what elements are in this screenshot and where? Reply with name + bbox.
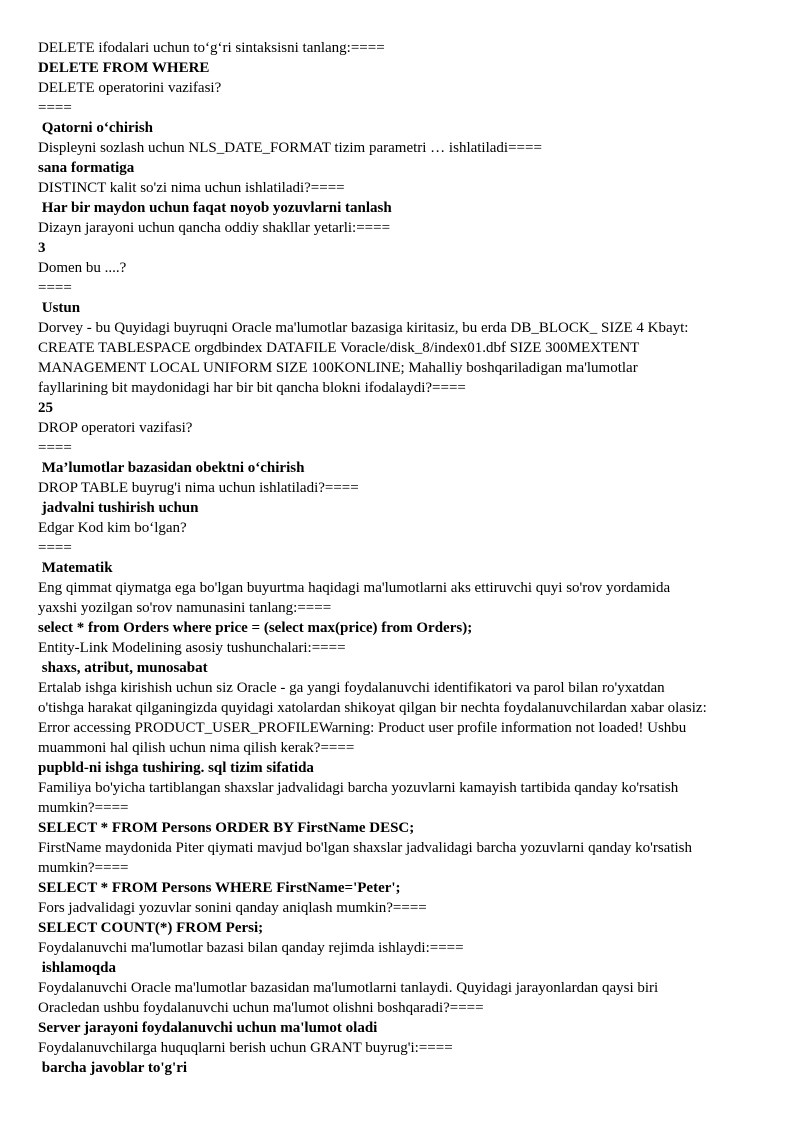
answer-line: Qatorni o‘chirish [38,120,153,136]
question-line: Domen bu ....? [38,260,127,276]
answer-line: select * from Orders where price = (select max(price) from Orders); [38,620,473,636]
question-line: muammoni hal qilish uchun nima qilish kerak?==== [38,740,355,756]
answer-line: Ustun [38,300,81,316]
answer-line: Ma’lumotlar bazasidan obektni o‘chirish [38,460,305,476]
question-line: MANAGEMENT LOCAL UNIFORM SIZE 100KONLINE; Mahalliy boshqariladigan ma'lumotlar [38,360,638,376]
question-line: mumkin?==== [38,860,129,876]
answer-line: Matematik [38,560,113,576]
question-line: CREATE TABLESPACE orgdbindex DATAFILE Voracle/disk_8/index01.dbf SIZE 300MEXTENT [38,340,640,356]
question-line: DISTINCT kalit so'zi nima uchun ishlatiladi?==== [38,180,345,196]
answer-line: DELETE FROM WHERE [38,60,210,76]
answer-line: Har bir maydon uchun faqat noyob yozuvlarni tanlash [38,200,392,216]
question-line: Error accessing PRODUCT_USER_PROFILEWarning: Product user profile information not loaded! Ushbu [38,720,687,736]
question-line: Dizayn jarayoni uchun qancha oddiy shakllar yetarli:==== [38,220,391,236]
answer-line: ishlamoqda [38,960,116,976]
answer-line: 3 [38,240,46,256]
answer-line: SELECT * FROM Persons WHERE FirstName='Peter'; [38,880,401,896]
answer-line: barcha javoblar to'g'ri [38,1060,188,1076]
question-line: Dorvey - bu Quyidagi buyruqni Oracle ma'lumotlar bazasiga kiritasiz, bu erda DB_BLOCK_ SIZE 4 Kbayt: [38,320,689,336]
answer-line: pupbld-ni ishga tushiring. sql tizim sifatida [38,760,314,776]
question-line: yaxshi yozilgan so'rov namunasini tanlang:==== [38,600,332,616]
question-line: Edgar Kod kim bo‘lgan? [38,520,187,536]
question-line: Fors jadvalidagi yozuvlar sonini qanday aniqlash mumkin?==== [38,900,427,916]
question-line: Familiya bo'yicha tartiblangan shaxslar jadvalidagi barcha yozuvlarni kamayish tartibida qanday ko'rsatish [38,780,679,796]
question-line: mumkin?==== [38,800,129,816]
answer-line: Server jarayoni foydalanuvchi uchun ma'lumot oladi [38,1020,378,1036]
question-line: DELETE ifodalari uchun to‘g‘ri sintaksisni tanlang:==== [38,40,385,56]
question-line: Entity-Link Modelining asosiy tushunchalari:==== [38,640,346,656]
answer-line: shaxs, atribut, munosabat [38,660,208,676]
answer-line: jadvalni tushirish uchun [38,500,199,516]
question-line: o'tishga harakat qilganingizda quyidagi xatolardan shikoyat qilgan bir nechta foydalanuvchilardan xabar olasiz: [38,700,707,716]
question-line: ==== [38,280,72,296]
question-line: FirstName maydonida Piter qiymati mavjud bo'lgan shaxslar jadvalidagi barcha yozuvlarni qanday ko'rsatish [38,840,692,856]
question-line: ==== [38,540,72,556]
question-line: ==== [38,440,72,456]
answer-line: SELECT COUNT(*) FROM Persi; [38,920,264,936]
answer-line: 25 [38,400,53,416]
question-line: ==== [38,100,72,116]
question-line: Foydalanuvchi Oracle ma'lumotlar bazasidan ma'lumotlarni tanlaydi. Quyidagi jarayonlardan qaysi biri [38,980,659,996]
question-line: DELETE operatorini vazifasi? [38,80,222,96]
question-line: Ertalab ishga kirishish uchun siz Oracle - ga yangi foydalanuvchi identifikatori va parol bilan ro'yxatdan [38,680,665,696]
question-line: DROP TABLE buyrug'i nima uchun ishlatiladi?==== [38,480,359,496]
question-line: Foydalanuvchilarga huquqlarni berish uchun GRANT buyrug'i:==== [38,1040,453,1056]
question-line: fayllarining bit maydonidagi har bir bit qancha blokni ifodalaydi?==== [38,380,466,396]
answer-line: SELECT * FROM Persons ORDER BY FirstName DESC; [38,820,415,836]
question-line: Displeyni sozlash uchun NLS_DATE_FORMAT tizim parametri … ishlatiladi==== [38,140,542,156]
document-body [38,38,768,1078]
question-line: Foydalanuvchi ma'lumotlar bazasi bilan qanday rejimda ishlaydi:==== [38,940,464,956]
answer-line: sana formatiga [38,160,135,176]
question-line: Oracledan ushbu foydalanuvchi uchun ma'lumot olishni boshqaradi?==== [38,1000,484,1016]
question-line: Eng qimmat qiymatga ega bo'lgan buyurtma haqidagi ma'lumotlarni aks ettiruvchi quyi so'rov yordamida [38,580,671,596]
question-line: DROP operatori vazifasi? [38,420,193,436]
